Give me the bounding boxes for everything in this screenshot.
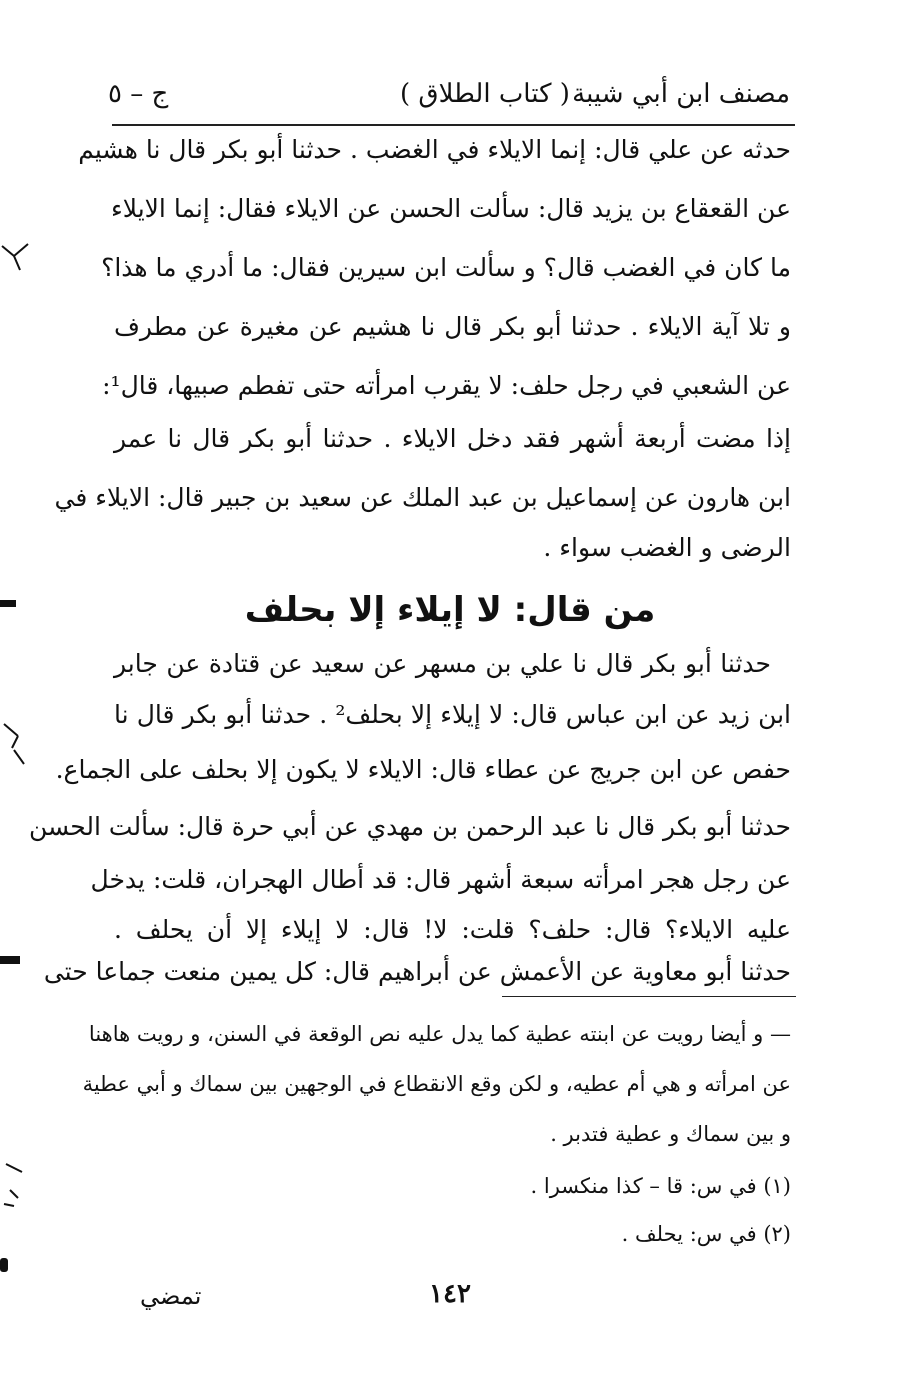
body-line: إذا مضت أربعة أشهر فقد دخل الايلاء . حدثنا أبو بكر قال نا عمر [114,424,791,453]
footnote-1: (١) في س: قا – كذا منكسرا . [530,1174,791,1198]
body-line: ابن هارون عن إسماعيل بن عبد الملك عن سعيد بن جبير قال: الايلاء في [54,483,791,512]
page-header [100,72,790,116]
section-heading: من قال: لا إيلاء إلا بحلف [244,590,656,630]
section-line: عليه الايلاء؟ قال: حلف؟ قلت: لا! قال: لا إيلاء إلا أن يحلف . [114,915,791,944]
footnote-rule [502,996,796,997]
section-line: ابن زيد عن ابن عباس قال: لا إيلاء إلا بحلف² . حدثنا أبو بكر قال نا [114,700,792,729]
page-number: ١٤٢ [429,1279,471,1309]
chapter-title: ( كتاب الطلاق ) [400,79,570,109]
section-line: حدثنا أبو بكر قال نا علي بن مسهر عن سعيد عن قتادة عن جابر [114,649,771,678]
footnote-2: (٢) في س: يحلف . [621,1222,791,1246]
catchword: تمضي [140,1282,202,1310]
section-line: حفص عن ابن جريج عن عطاء قال: الايلاء لا يكون إلا بحلف على الجماع. [55,755,791,784]
body-line: عن الشعبي في رجل حلف: لا يقرب امرأته حتى تفطم صبيها، قال¹: [102,371,791,400]
margin-mark [0,600,16,607]
section-line: حدثنا أبو معاوية عن الأعمش عن أبراهيم قال: كل يمين منعت جماعا حتى [43,957,791,986]
body-line: و تلا آية الايلاء . حدثنا أبو بكر قال نا هشيم عن مغيرة عن مطرف [114,312,791,341]
section-line: حدثنا أبو بكر قال نا عبد الرحمن بن مهدي عن أبي حرة قال: سألت الحسن [28,812,791,841]
margin-scribble-icon [0,1160,30,1210]
body-line: ما كان في الغضب قال؟ و سألت ابن سيرين فقال: ما أدري ما هذا؟ [101,253,791,282]
margin-mark [0,956,20,964]
body-line: حدثه عن علي قال: إنما الايلاء في الغضب . حدثنا أبو بكر قال نا هشيم [78,135,791,164]
footnote-line: — و أيضا رويت عن ابنته عطية كما يدل عليه نص الوقعة في السنن، و رويت هاهنا [88,1022,791,1046]
margin-scribble-icon [0,718,34,768]
body-line: عن القعقاع بن يزيد قال: سألت الحسن عن الايلاء فقال: إنما الايلاء [111,194,791,223]
footnote-line: عن امرأته و هي أم عطيه، و لكن وقع الانقطاع في الوجهين بين سماك و أبي عطية [82,1072,791,1096]
volume-label: ج – ٥ [108,79,169,109]
book-title: مصنف ابن أبي شيبة [572,79,790,109]
footnote-line: و بين سماك و عطية فتدبر . [550,1122,791,1146]
margin-scribble-icon [0,236,34,276]
margin-mark [0,1258,8,1272]
body-line: الرضى و الغضب سواء . [543,533,791,562]
section-line: عن رجل هجر امرأته سبعة أشهر قال: قد أطال الهجران، قلت: يدخل [90,865,791,894]
